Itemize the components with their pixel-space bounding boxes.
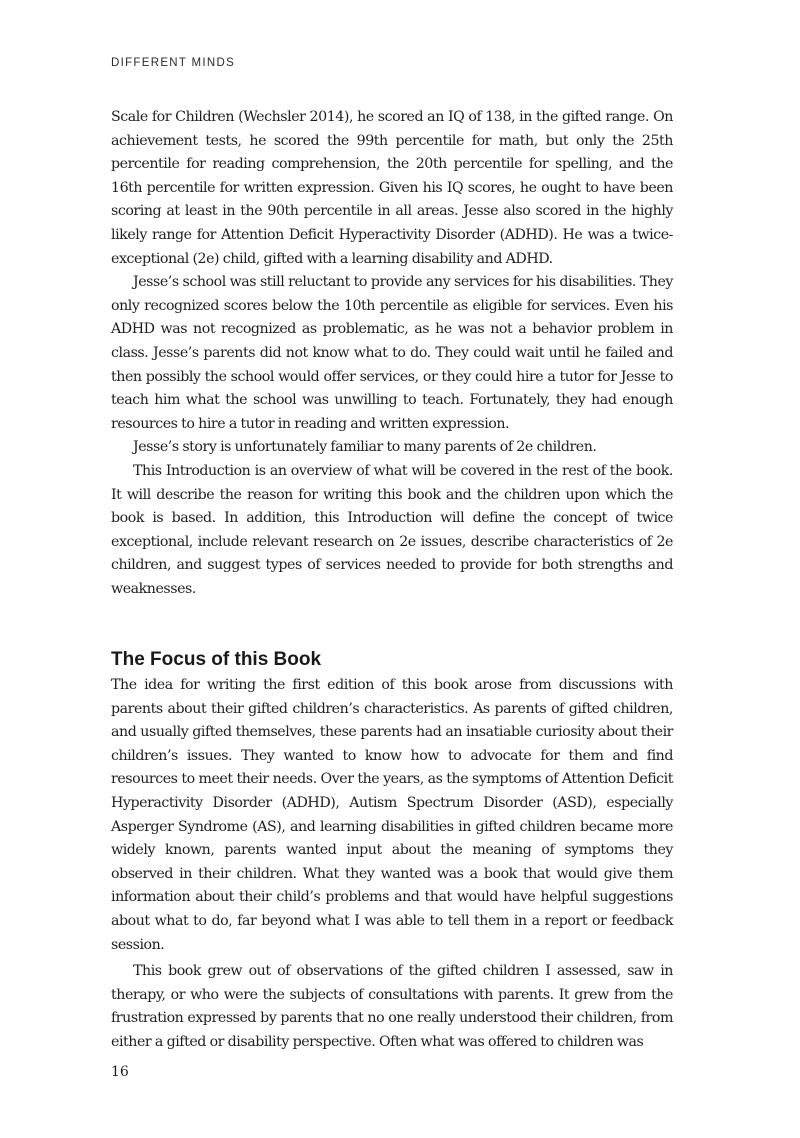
page-number: 16 [111, 1064, 129, 1080]
paragraph: This book grew out of observations of the gifted children I assessed, saw in therapy, or who were the subjects of consultations with parents. It grew from the frustration expressed by parents that no one really understood their children, from either a gifted or disability perspective. Often what was offered to children was [111, 963, 673, 1050]
paragraph: This Introduction is an overview of what will be covered in the rest of the book. It will describe the reason for writing this book and the children upon which the book is based. In addition, this Introduction will define the concept of twice exceptional, include relevant research on 2e issues, describe characteristics of 2e children, and suggest types of services needed to provide for both strengths and weaknesses. [111, 462, 673, 597]
paragraph: Jesse’s school was still reluctant to provide any services for his disabilities. They only recognized scores below the 10th percentile as eligible for services. Even his ADHD was not recognized as problematic, as he was not a behavior problem in class. Jesse’s parents did not know what to do. They could wait until he failed and then possibly the school would offer services, or they could hire a tutor for Jesse to teach him what the school was unwilling to teach. Fortunately, they had enough resources to hire a tutor in reading and written expression. [111, 274, 673, 432]
opening-text-block [111, 106, 673, 601]
section-heading: The Focus of this Book [111, 649, 322, 670]
running-head: DIFFERENT MINDS [111, 57, 236, 69]
paragraph: Scale for Children (Wechsler 2014), he scored an IQ of 138, in the gifted range. On achievement tests, he scored the 99th percentile for math, but only the 25th percentile for reading comprehension, the 20th percentile for spelling, and the 16th percentile for written expression. Given his IQ scores, he ought to have been scoring at least in the 90th percentile in all areas. Jesse also scored in the highly likely range for Attention Deficit Hyperactivity Disorder (ADHD). He was a twice-exceptional (2e) child, gifted with a learning disability and ADHD. [111, 109, 673, 267]
section-text-block [111, 674, 673, 1055]
paragraph: The idea for writing the first edition of this book arose from discussions with parents about their gifted children’s characteristics. As parents of gifted children, and usually gifted themselves, these parents had an insatiable curiosity about their children’s issues. They wanted to know how to advocate for them and find resources to meet their needs. Over the years, as the symptoms of Attention Deficit Hyperactivity Disorder (ADHD), Autism Spectrum Disorder (ASD), especially Asperger Syndrome (AS), and learning disabilities in gifted children became more widely known, parents wanted input about the meaning of symptoms they observed in their children. What they wanted was a book that would give them information about their child’s problems and that would have helpful suggestions about what to do, far beyond what I was able to tell them in a report or feedback session. [111, 677, 673, 953]
paragraph: Jesse’s story is unfortunately familiar to many parents of 2e children. [133, 439, 597, 456]
